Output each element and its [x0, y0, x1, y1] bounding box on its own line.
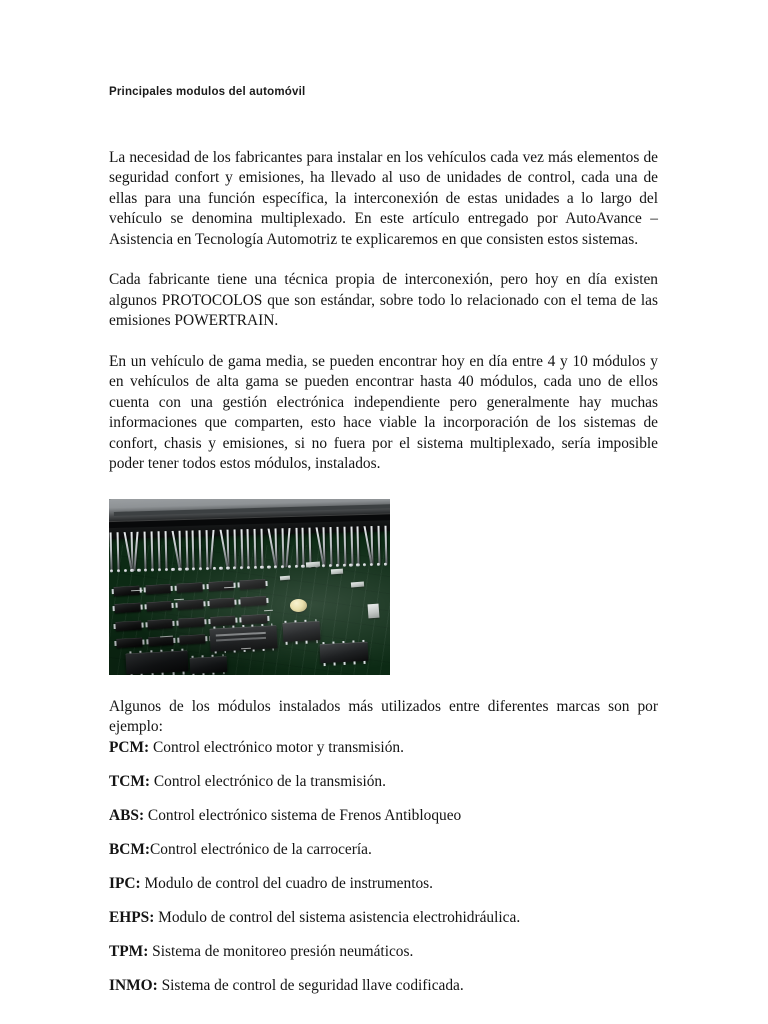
module-description: Control electrónico de la carrocería.	[150, 840, 372, 858]
module-acronym: ABS:	[109, 806, 145, 824]
module-description: Sistema de control de seguridad llave codificada.	[157, 976, 464, 994]
module-list-item	[109, 772, 658, 793]
module-description: Sistema de monitoreo presión neumáticos.	[148, 942, 414, 960]
module-description: Modulo de control del sistema asistencia electrohidráulica.	[154, 908, 521, 926]
module-list-item	[109, 908, 658, 929]
module-acronym: IPC:	[109, 874, 141, 892]
pcb-gloss-overlay	[109, 499, 390, 675]
module-acronym: PCM:	[109, 738, 150, 756]
module-list-item	[109, 806, 658, 827]
list-intro-paragraph: Algunos de los módulos instalados más utilizados entre diferentes marcas son por ejemplo:	[109, 697, 658, 736]
pcb-photo	[109, 499, 390, 675]
module-acronym: INMO:	[109, 976, 158, 994]
module-acronym: TCM:	[109, 772, 151, 790]
paragraph-1: La necesidad de los fabricantes para instalar en los vehículos cada vez más elementos de seguridad confort y emisiones, ha llevado al uso de unidades de control, cada una de ellas para una función específica, la interconexión de estas unidades a lo largo del vehículo se denomina multiplexado. En este artículo entregado por AutoAvance – Asistencia en Tecnología Automotriz te explicaremos en que consisten estos sistemas.	[109, 148, 658, 248]
module-description: Control electrónico motor y transmisión.	[149, 738, 404, 756]
module-description: Control electrónico de la transmisión.	[150, 772, 386, 790]
paragraph-3: En un vehículo de gama media, se pueden encontrar hoy en día entre 4 y 10 módulos y en vehículos de alta gama se pueden encontrar hasta 40 módulos, cada uno de ellos cuenta con una gestión electrónica independiente pero generalmente hay muchas informaciones que comparten, esto hace viable la incorporación de los sistemas de confort, chasis y emisiones, si no fuera por el sistema multiplexado, sería imposible poder tener todos estos módulos, instalados.	[109, 352, 658, 473]
paragraph-2: Cada fabricante tiene una técnica propia de interconexión, pero hoy en día existen algunos PROTOCOLOS que son estándar, sobre todo lo relacionado con el tema de las emisiones POWERTRAIN.	[109, 271, 658, 330]
module-definition-list	[109, 738, 658, 997]
module-acronym: TPM:	[109, 942, 149, 960]
module-list-item	[109, 976, 658, 997]
page-title: Principales modulos del automóvil	[109, 86, 306, 98]
module-acronym: BCM:	[109, 840, 151, 858]
module-list-item	[109, 738, 658, 759]
module-list-item	[109, 840, 658, 861]
module-list-item	[109, 942, 658, 963]
module-list-item	[109, 874, 658, 895]
module-acronym: EHPS:	[109, 908, 155, 926]
module-description: Control electrónico sistema de Frenos Antibloqueo	[144, 806, 462, 824]
document-content	[109, 86, 658, 996]
module-description: Modulo de control del cuadro de instrumentos.	[140, 874, 434, 892]
